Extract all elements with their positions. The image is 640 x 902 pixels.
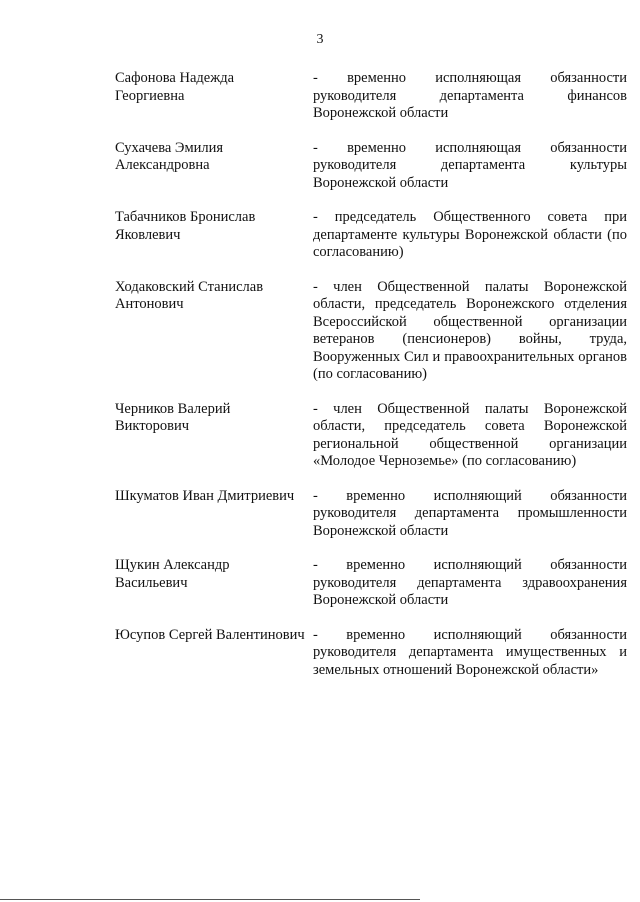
member-role: - член Общественной палаты Воронежской области, председатель Воронежского отделения Всероссийской общественной организации ветеранов (пенсионеров) войны, труда, Вооруженных Сил и правоохранительных органов (по согласованию) (313, 278, 627, 382)
member-name: Ходаковский Станислав Антонович (115, 278, 264, 312)
member-name: Шкуматов Иван Дмитриевич (115, 487, 295, 504)
member-name: Табачников Бронислав Яковлевич (115, 209, 256, 243)
member-role: - временно исполняющий обязанности руководителя департамента имущественных и земельных отношений Воронежской области» (313, 626, 627, 678)
member-role: - член Общественной палаты Воронежской области, председатель совета Воронежской региональной общественной организации «Молодое Черноземье» (по согласованию) (313, 400, 627, 469)
member-name: Юсупов Сергей Валентинович (115, 626, 305, 643)
member-role: - временно исполняющая обязанности руководителя департамента финансов Воронежской области (313, 70, 627, 121)
member-name: Щукин Александр Васильевич (115, 557, 230, 591)
member-role: - временно исполняющий обязанности руководителя департамента промышленности Воронежской области (313, 487, 627, 539)
list-item (115, 209, 627, 262)
list-item (115, 627, 627, 680)
list-item (115, 401, 627, 471)
page-number: 3 (316, 32, 324, 47)
footer-rule (0, 899, 420, 900)
list-item (115, 70, 627, 123)
member-name: Сухачева Эмилия Александровна (115, 139, 224, 173)
list-item (115, 557, 627, 610)
member-role: - председатель Общественного совета при департаменте культуры Воронежской области (по согласованию) (313, 209, 627, 260)
member-name: Сафонова Надежда Георгиевна (115, 70, 235, 104)
list-item (115, 140, 627, 193)
list-item (115, 488, 627, 541)
list-item (115, 279, 627, 384)
member-role: - временно исполняющий обязанности руководителя департамента здравоохранения Воронежской области (313, 557, 627, 608)
members-list (115, 70, 627, 696)
member-role: - временно исполняющая обязанности руководителя департамента культуры Воронежской области (313, 139, 627, 191)
member-name: Черников Валерий Викторович (115, 400, 231, 434)
